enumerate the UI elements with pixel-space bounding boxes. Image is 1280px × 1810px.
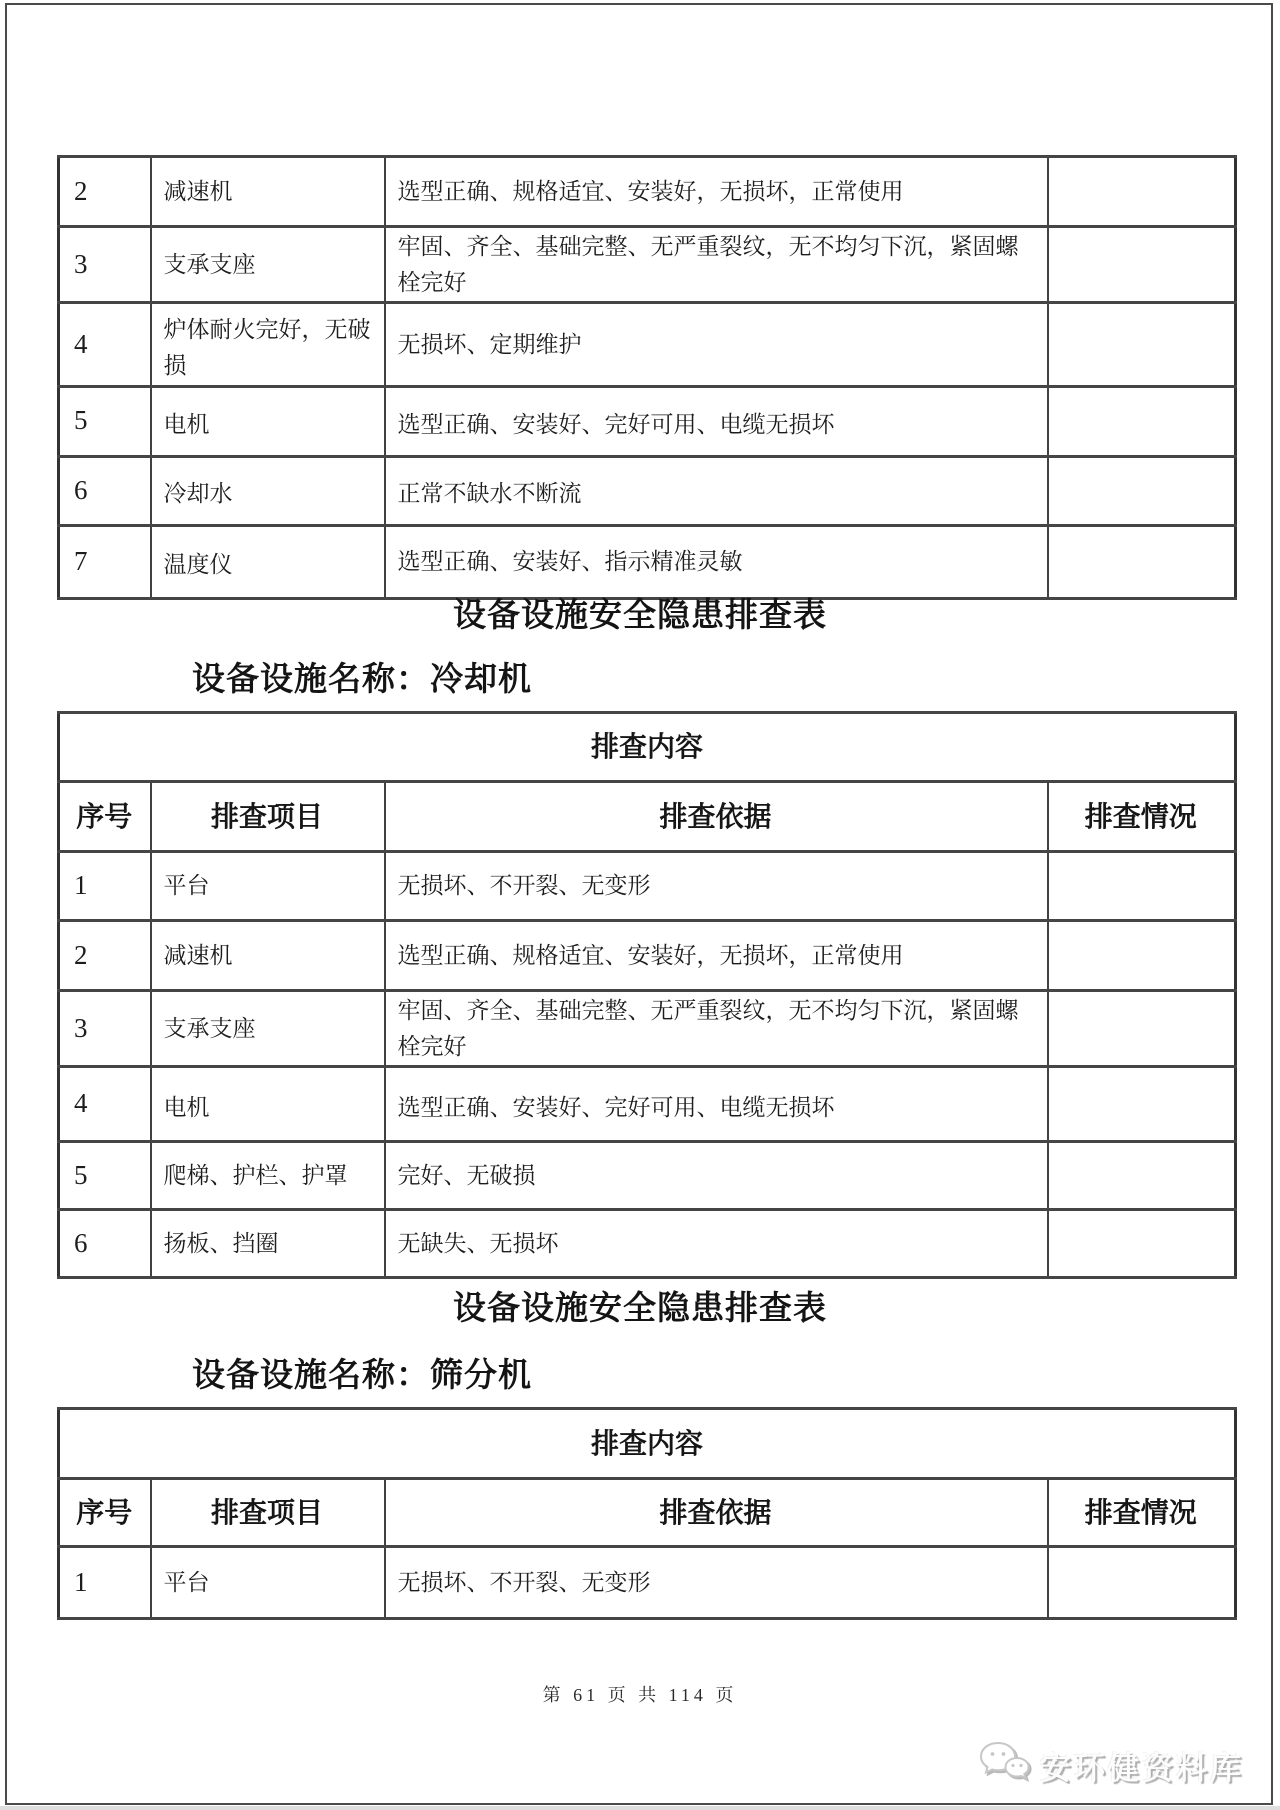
basis-cell: 无损坏、不开裂、无变形: [385, 852, 1048, 921]
watermark-label: 安环健资料库: [1040, 1751, 1244, 1786]
watermark: [978, 1740, 1244, 1791]
status-cell: [1048, 991, 1236, 1067]
equipment-name-screening: 设备设施名称：筛分机: [192, 1356, 532, 1393]
col-header-no: 序号: [59, 782, 151, 852]
table-row: [59, 386, 1236, 456]
column-header-row: [59, 1479, 1236, 1547]
column-header-row: [59, 782, 1236, 852]
table-row: [59, 157, 1236, 227]
basis-cell: 选型正确、规格适宜、安装好，无损坏，正常使用: [385, 157, 1048, 227]
col-header-basis: 排查依据: [385, 782, 1048, 852]
row-number-cell: 5: [59, 386, 151, 456]
status-cell: [1048, 1142, 1236, 1210]
basis-cell: 牢固、齐全、基础完整、无严重裂纹，无不均匀下沉，紧固螺栓完好: [385, 227, 1048, 303]
row-number-cell: 5: [59, 1142, 151, 1210]
status-cell: [1048, 1210, 1236, 1278]
row-number-cell: 4: [59, 1067, 151, 1142]
table-row: [59, 525, 1236, 598]
item-cell: 平台: [151, 1547, 385, 1619]
cooling-machine-table: [57, 711, 1237, 1279]
continuation-table: [57, 155, 1237, 600]
table-row: [59, 852, 1236, 921]
basis-cell: 牢固、齐全、基础完整、无严重裂纹，无不均匀下沉，紧固螺栓完好: [385, 991, 1048, 1067]
row-number-cell: 6: [59, 1210, 151, 1278]
screening-machine-table: [57, 1407, 1237, 1620]
col-header-basis: 排查依据: [385, 1479, 1048, 1547]
page-bottom-edge: [0, 1806, 1280, 1810]
table-row: [59, 1210, 1236, 1278]
item-cell: 冷却水: [151, 456, 385, 525]
basis-cell: 无损坏、不开裂、无变形: [385, 1547, 1048, 1619]
equipment-name-cooling: 设备设施名称：冷却机: [192, 660, 532, 697]
row-number-cell: 7: [59, 525, 151, 598]
status-cell: [1048, 456, 1236, 525]
status-cell: [1048, 157, 1236, 227]
basis-cell: 选型正确、规格适宜、安装好，无损坏，正常使用: [385, 921, 1048, 991]
col-header-status: 排查情况: [1048, 782, 1236, 852]
item-cell: 电机: [151, 1067, 385, 1142]
item-cell: 减速机: [151, 157, 385, 227]
row-number-cell: 3: [59, 227, 151, 303]
content-header-row: [59, 713, 1236, 782]
item-cell: 爬梯、护栏、护罩: [151, 1142, 385, 1210]
table-row: [59, 921, 1236, 991]
row-number-cell: 1: [59, 852, 151, 921]
item-cell: 平台: [151, 852, 385, 921]
row-number-cell: 6: [59, 456, 151, 525]
col-header-item: 排查项目: [151, 782, 385, 852]
status-cell: [1048, 386, 1236, 456]
table-row: [59, 991, 1236, 1067]
section-title-screening: 设备设施安全隐患排查表: [453, 1289, 827, 1326]
status-cell: [1048, 852, 1236, 921]
table-row: [59, 456, 1236, 525]
basis-cell: 无损坏、定期维护: [385, 303, 1048, 386]
item-cell: 支承支座: [151, 227, 385, 303]
status-cell: [1048, 303, 1236, 386]
content-header-row: [59, 1409, 1236, 1479]
wechat-icon: [978, 1740, 1030, 1791]
basis-cell: 选型正确、安装好、指示精准灵敏: [385, 525, 1048, 598]
item-cell: 炉体耐火完好，无破损: [151, 303, 385, 386]
status-cell: [1048, 1547, 1236, 1619]
row-number-cell: 1: [59, 1547, 151, 1619]
row-number-cell: 2: [59, 921, 151, 991]
table-row: [59, 303, 1236, 386]
basis-cell: 正常不缺水不断流: [385, 456, 1048, 525]
content-header-cell: 排查内容: [59, 713, 1236, 782]
item-cell: 减速机: [151, 921, 385, 991]
status-cell: [1048, 1067, 1236, 1142]
status-cell: [1048, 921, 1236, 991]
row-number-cell: 3: [59, 991, 151, 1067]
row-number-cell: 2: [59, 157, 151, 227]
table-row: [59, 1142, 1236, 1210]
page-number: 第 61 页 共 114 页: [542, 1685, 738, 1705]
row-number-cell: 4: [59, 303, 151, 386]
table-row: [59, 227, 1236, 303]
table-row: [59, 1547, 1236, 1619]
col-header-status: 排查情况: [1048, 1479, 1236, 1547]
content-header-cell: 排查内容: [59, 1409, 1236, 1479]
basis-cell: 选型正确、安装好、完好可用、电缆无损坏: [385, 1067, 1048, 1142]
status-cell: [1048, 525, 1236, 598]
item-cell: 电机: [151, 386, 385, 456]
basis-cell: 完好、无破损: [385, 1142, 1048, 1210]
item-cell: 支承支座: [151, 991, 385, 1067]
section-title-cooling: 设备设施安全隐患排查表: [453, 596, 827, 633]
col-header-item: 排查项目: [151, 1479, 385, 1547]
item-cell: 扬板、挡圈: [151, 1210, 385, 1278]
table-row: [59, 1067, 1236, 1142]
basis-cell: 无缺失、无损坏: [385, 1210, 1048, 1278]
col-header-no: 序号: [59, 1479, 151, 1547]
status-cell: [1048, 227, 1236, 303]
item-cell: 温度仪: [151, 525, 385, 598]
basis-cell: 选型正确、安装好、完好可用、电缆无损坏: [385, 386, 1048, 456]
